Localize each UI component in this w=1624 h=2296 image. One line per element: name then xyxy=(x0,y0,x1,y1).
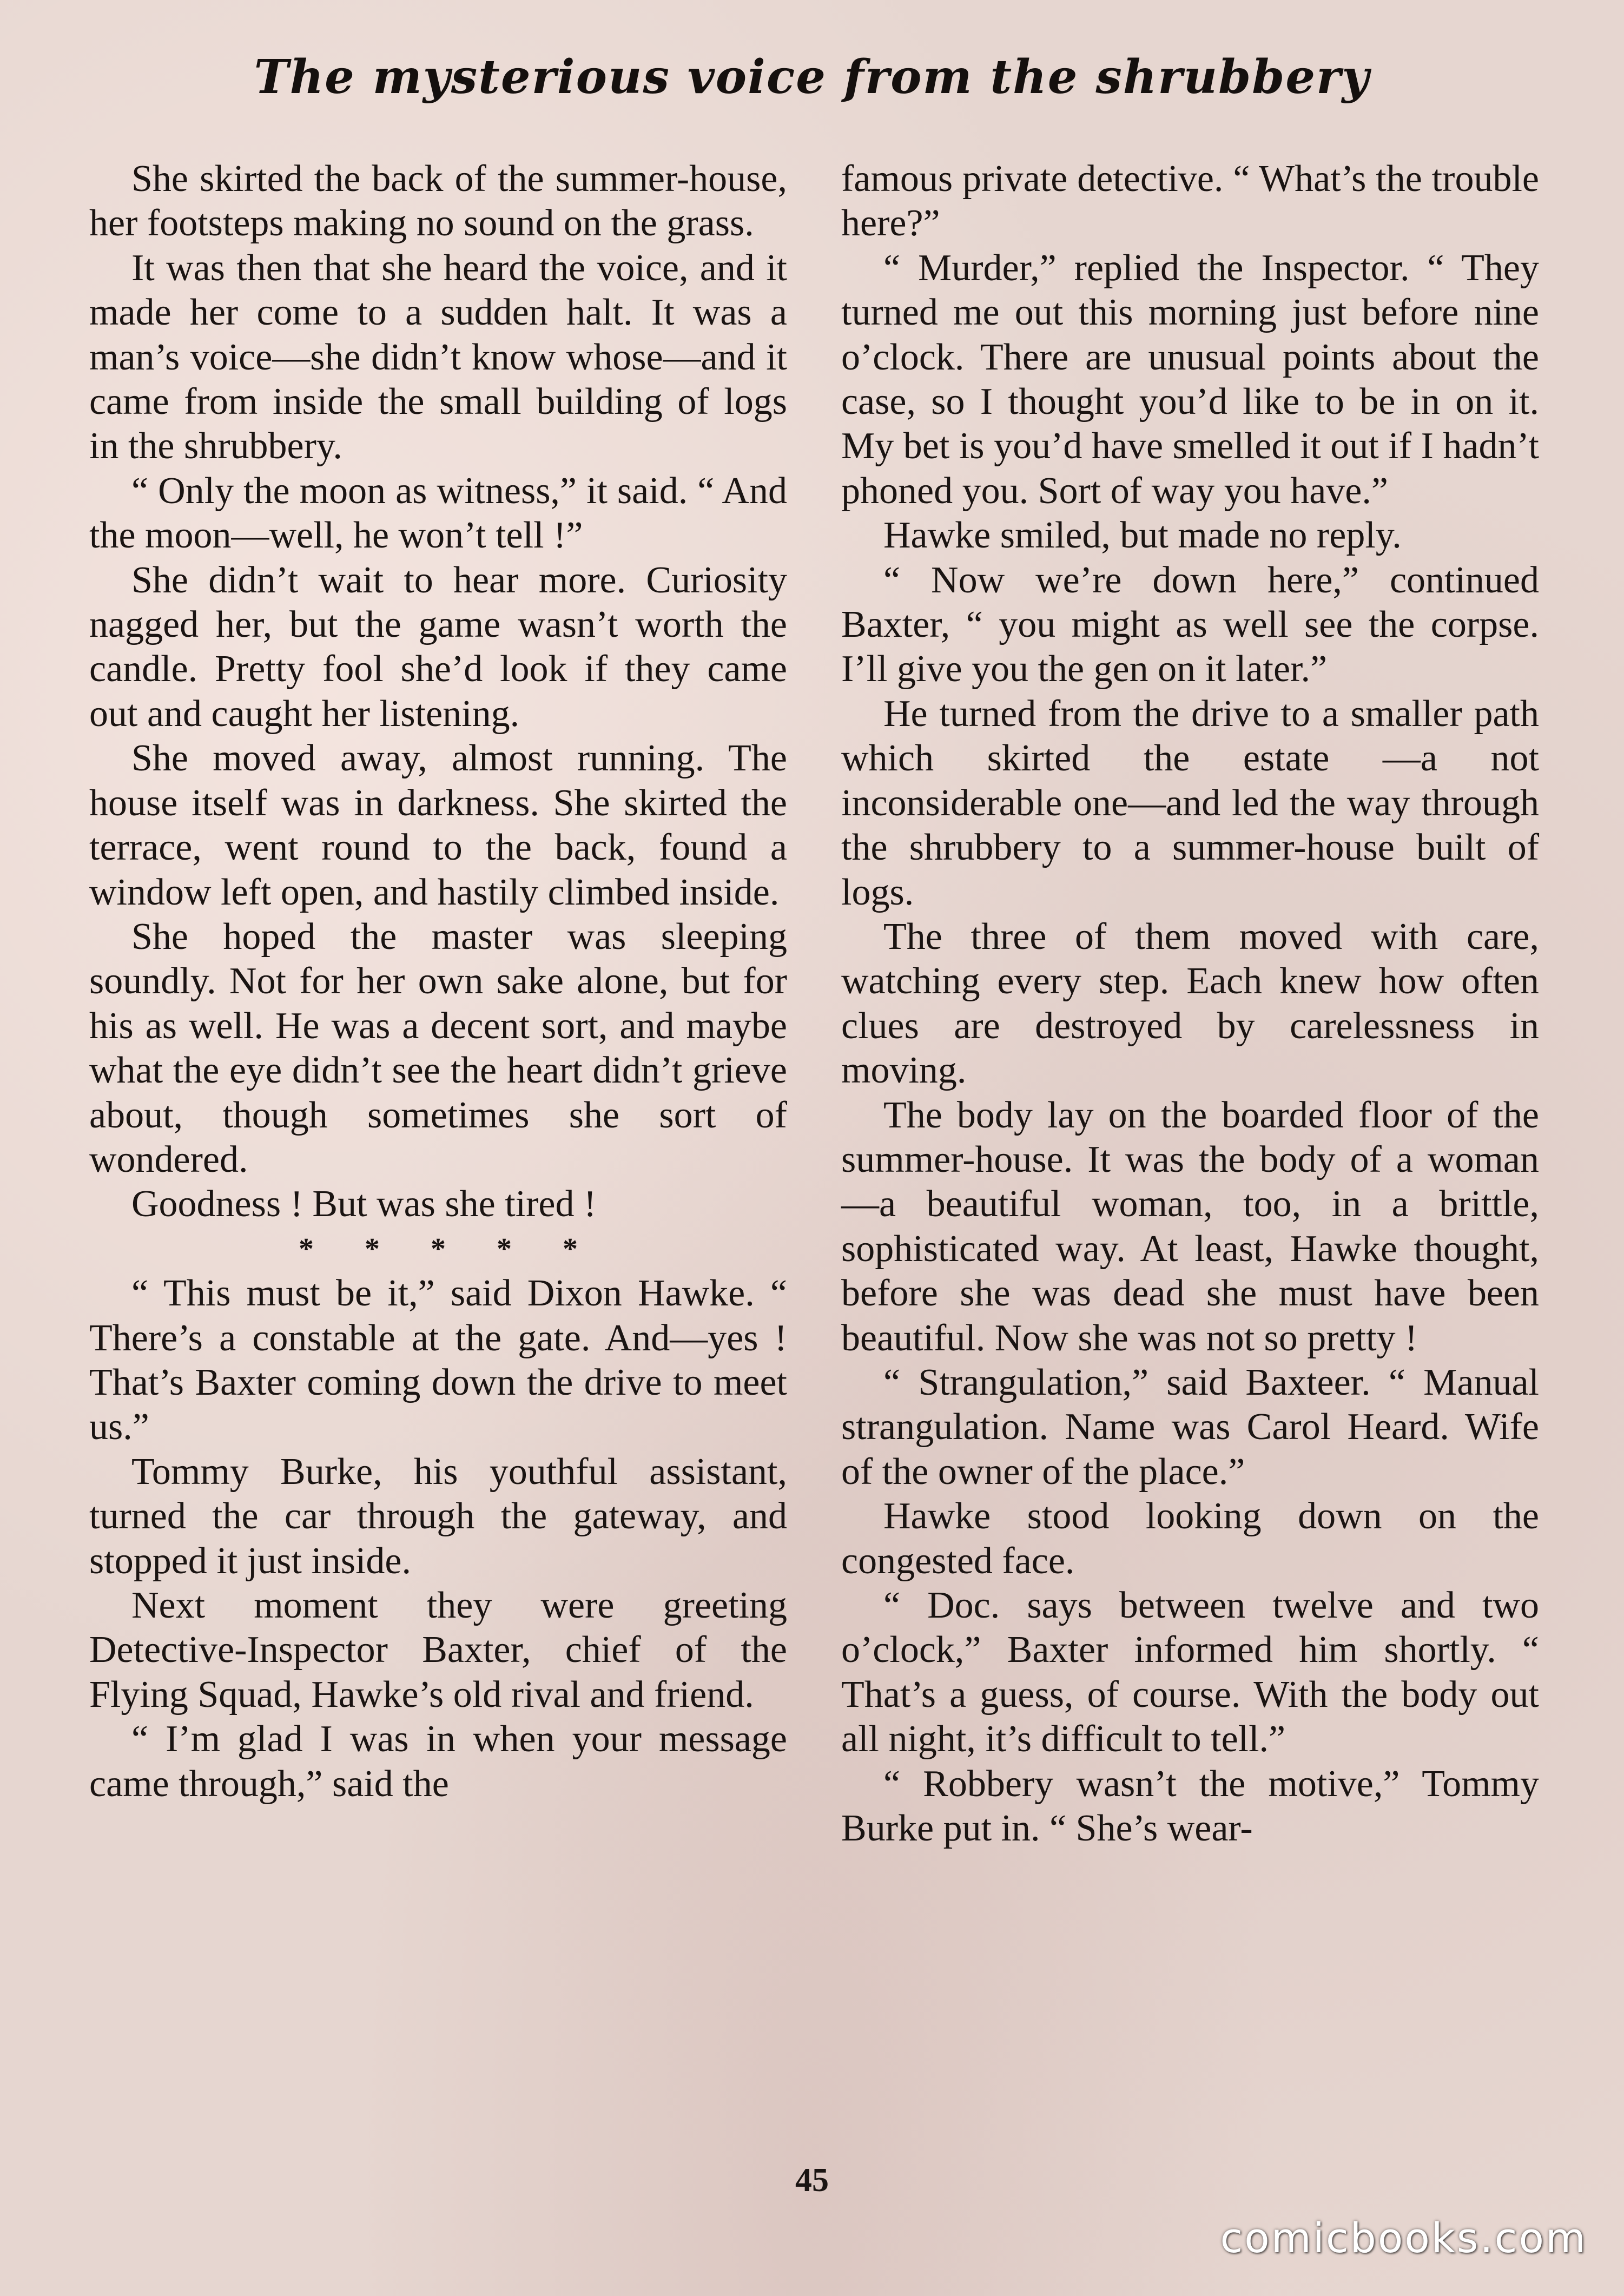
paragraph: It was then that she heard the voice, and it made her come to a sudden halt. It was a man’s voice—she didn’t know whose—and it came from inside the small building of logs in the shrubbery. xyxy=(89,247,787,467)
paragraph: She moved away, almost running. The house itself was in darkness. She skirted the terrace, went round to the back, found a window left open, and hastily climbed inside. xyxy=(89,737,787,913)
section-break: * * * * * xyxy=(299,1232,578,1266)
paragraph: Tommy Burke, his youthful assistant, turned the car through the gateway, and stopped it just inside. xyxy=(89,1450,787,1582)
paragraph: “ Robbery wasn’t the motive,” Tommy Burke put in. “ She’s wear- xyxy=(841,1763,1539,1850)
paragraph: Goodness ! But was she tired ! xyxy=(131,1183,597,1225)
paragraph: Next moment they were greeting Detective-Inspector Baxter, chief of the Flying Squad, Hawke’s old rival and friend. xyxy=(89,1584,787,1716)
paragraph: He turned from the drive to a smaller path which skirted the estate —a not inconsiderable one—and led the way through the shrubbery to a summer-house built of logs. xyxy=(841,692,1539,913)
paragraph: Hawke smiled, but made no reply. xyxy=(883,514,1402,557)
paragraph: The three of them moved with care, watching every step. Each knew how often clues are destroyed by carelessness in moving. xyxy=(841,915,1539,1092)
paragraph: She skirted the back of the summer-house, her footsteps making no sound on the grass. xyxy=(89,158,787,245)
page-title: The mysterious voice from the shrubbery xyxy=(254,50,1370,104)
paragraph: “ I’m glad I was in when your message came through,” said the xyxy=(89,1718,787,1805)
paragraph-continuation: famous private detective. “ What’s the trouble here?” xyxy=(841,158,1539,245)
paragraph: “ This must be it,” said Dixon Hawke. “ There’s a constable at the gate. And—yes ! That’s Baxter coming down the drive to meet us.” xyxy=(89,1272,787,1448)
paragraph: She hoped the master was sleeping soundly. Not for her own sake alone, but for his as well. He was a decent sort, and maybe what the eye didn’t see the heart didn’t grieve about, though sometimes she sort of wondered. xyxy=(89,915,787,1180)
paragraph: “ Now we’re down here,” continued Baxter, “ you might as well see the corpse. I’ll give you the gen on it later.” xyxy=(841,559,1539,690)
left-column xyxy=(89,157,787,1806)
page-number: 45 xyxy=(795,2162,829,2199)
paragraph: The body lay on the boarded floor of the summer-house. It was the body of a woman—a beautiful woman, too, in a brittle, sophisticated way. At least, Hawke thought, before she was dead she must have been beautiful. Now she was not so pretty ! xyxy=(841,1094,1539,1359)
paragraph: She didn’t wait to hear more. Curiosity nagged her, but the game wasn’t worth the candle. Pretty fool she’d look if they came out and caught her listening. xyxy=(89,559,787,735)
paragraph: “ Strangulation,” said Baxteer. “ Manual strangulation. Name was Carol Heard. Wife of the owner of the place.” xyxy=(841,1361,1539,1493)
paragraph: “ Only the moon as witness,” it said. “ And the moon—well, he won’t tell !” xyxy=(89,470,787,557)
right-column xyxy=(841,157,1539,1851)
paragraph: “ Doc. says between twelve and two o’clock,” Baxter informed him shortly. “ That’s a guess, of course. With the body out all night, it’s difficult to tell.” xyxy=(841,1585,1539,1760)
paragraph: Hawke stood looking down on the congested face. xyxy=(841,1495,1539,1582)
watermark: comicbooks.com xyxy=(1220,2214,1587,2262)
paragraph: “ Murder,” replied the Inspector. “ They turned me out this morning just before nine o’clock. There are unusual points about the case, so I thought you’d like to be in on it. My bet is you’d have smelled it out if I hadn’t phoned you. Sort of way you have.” xyxy=(841,247,1539,512)
